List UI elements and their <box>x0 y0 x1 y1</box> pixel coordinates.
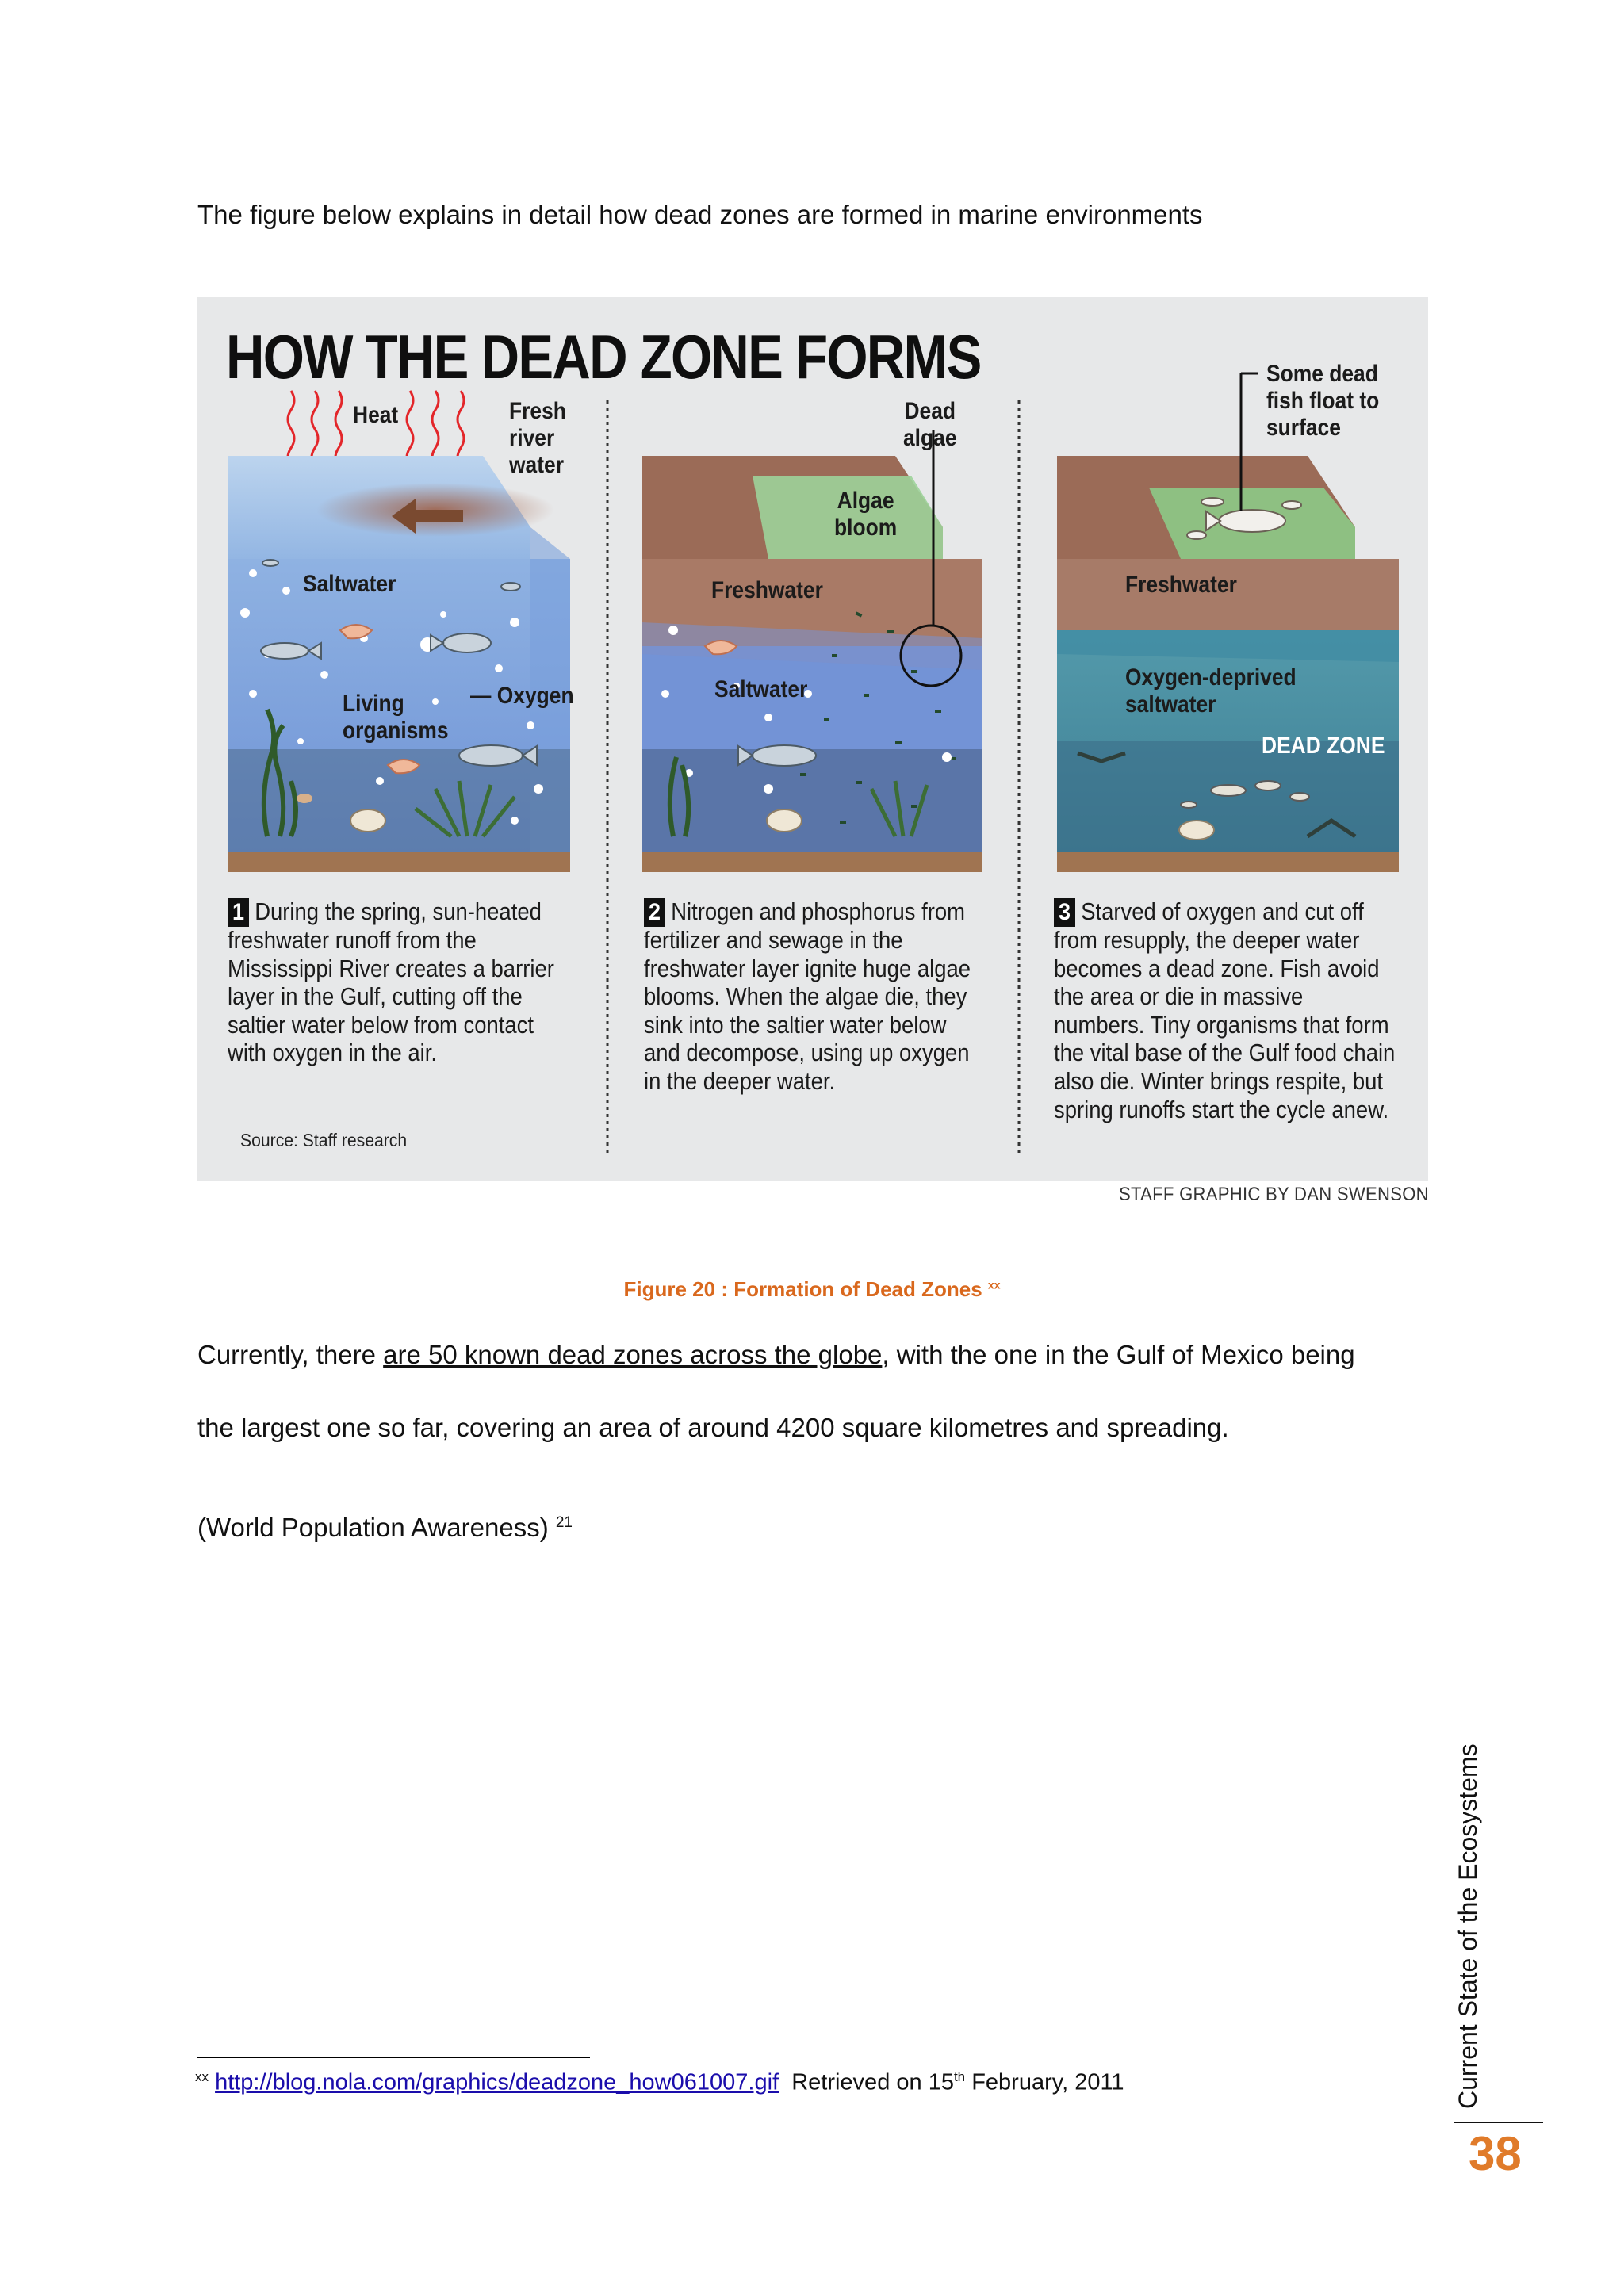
step-3-text <box>1054 898 1396 1124</box>
footnote-retrieved: Retrieved on 15 <box>791 2069 954 2095</box>
figure-caption <box>0 1277 1624 1302</box>
label-freshwater-3: Freshwater <box>1125 572 1237 598</box>
caption-ref: xx <box>987 1278 1001 1292</box>
dead-zone-infographic <box>197 297 1428 1181</box>
label-fresh-river-water: Fresh river water <box>509 398 566 478</box>
label-oxygen-deprived-saltwater: Oxygen-deprived saltwater <box>1125 664 1297 718</box>
step-2-text <box>644 898 986 1096</box>
paragraph-gulf-mexico: the largest one so far, covering an area of around 4200 square kilometres and spreading. <box>197 1413 1229 1442</box>
label-dead-fish: Some dead fish float to surface <box>1266 361 1380 441</box>
step-3-number: 3 <box>1054 898 1075 927</box>
label-dead-algae: Dead algae <box>903 398 957 451</box>
step-2-body: Nitrogen and phosphorus from fertilizer and sewage in the freshwater layer ignite huge algae blooms. When the algae die, they sink into the saltier water below and decompose, using up oxygen in the deeper water. <box>644 898 971 1095</box>
page-number-rule <box>1454 2122 1543 2123</box>
label-living-organisms: Living organisms <box>343 691 449 744</box>
label-oxygen: — Oxygen <box>470 683 574 709</box>
label-freshwater-2: Freshwater <box>711 577 823 603</box>
page-number: 38 <box>1469 2127 1522 2180</box>
step-1-text <box>228 898 570 1068</box>
caption-text: Figure 20 : Formation of Dead Zones <box>623 1277 982 1301</box>
figure-source: Source: Staff research <box>240 1130 408 1150</box>
figure-title: HOW THE DEAD ZONE FORMS <box>226 322 981 392</box>
dead-zones-link[interactable]: are 50 known dead zones across the globe <box>383 1340 883 1369</box>
panel-3-block <box>1057 373 1399 872</box>
label-saltwater-2: Saltwater <box>714 676 808 702</box>
footnote-retrieved-date: February, 2011 <box>965 2069 1124 2095</box>
figure-credit: STAFF GRAPHIC BY DAN SWENSON <box>1119 1184 1429 1205</box>
step-2-number: 2 <box>644 898 665 927</box>
label-saltwater-1: Saltwater <box>303 571 396 597</box>
paragraph-dead-zones <box>197 1338 1355 1371</box>
footnote-rule <box>197 2057 590 2058</box>
citation-ref: 21 <box>555 1514 573 1531</box>
para1-after: , with the one in the Gulf of Mexico being <box>882 1340 1355 1369</box>
footnote-retrieved-sup: th <box>953 2069 966 2084</box>
citation <box>197 1511 573 1544</box>
step-1-body: During the spring, sun-heated freshwater runoff from the Mississippi River creates a barrier layer in the Gulf, cutting off the saltier water below from contact with oxygen in the air. <box>228 898 554 1067</box>
panel-2-block <box>642 430 982 872</box>
step-3-body: Starved of oxygen and cut off from resupply, the deeper water becomes a dead zone. Fish avoid the area or die in massive numbers. Tiny organisms that form the vital base of the Gulf food chain also die. Winter brings respite, but spring runoffs start the cycle anew. <box>1054 898 1396 1123</box>
section-side-title: Current State of the Ecosystems <box>1454 1743 1482 2109</box>
step-1-number: 1 <box>228 898 249 927</box>
label-heat: Heat <box>353 402 399 428</box>
citation-text: (World Population Awareness) <box>197 1513 549 1542</box>
footnote-marker: xx <box>195 2069 209 2084</box>
footnote <box>195 2069 1124 2096</box>
intro-paragraph: The figure below explains in detail how dead zones are formed in marine environments <box>197 200 1203 229</box>
footnote-url-link[interactable]: http://blog.nola.com/graphics/deadzone_how061007.gif <box>215 2069 779 2095</box>
para1-before: Currently, there <box>197 1340 384 1369</box>
label-dead-zone: DEAD ZONE <box>1262 733 1385 759</box>
label-algae-bloom: Algae bloom <box>834 488 898 541</box>
